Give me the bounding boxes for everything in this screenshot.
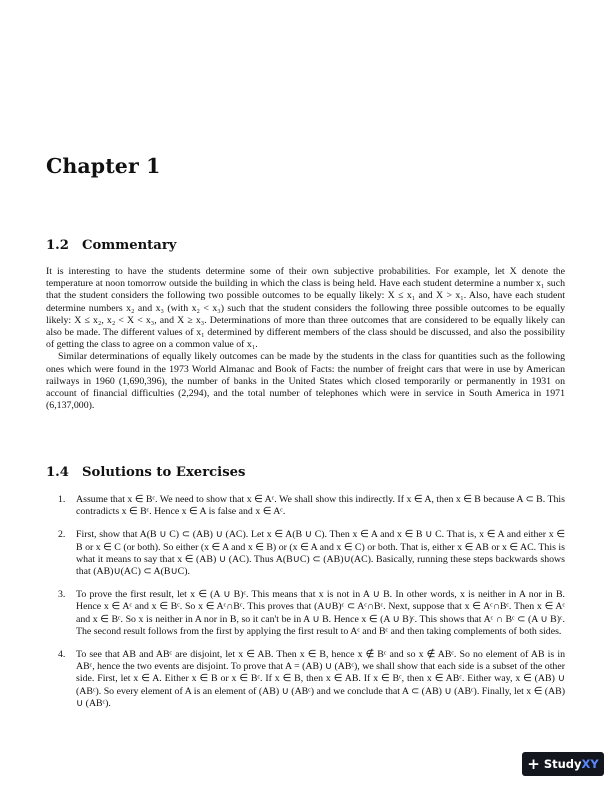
section-title: Solutions to Exercises — [82, 465, 246, 480]
plus-icon: + — [527, 754, 540, 773]
solution-text: Assume that x ∈ Bᶜ. We need to show that x ∈ Aᶜ. We shall show this indirectly. If x ∈ A, then x ∈ B because A ⊂ B. This contradicts x ∈ Bᶜ. Hence x ∈ A is false and x ∈ Aᶜ. — [76, 494, 565, 518]
commentary-paragraph-2: Similar determinations of equally likely outcomes can be made by the students in the class for quantities such as the following ones which were found in the 1973 World Almanac and Book of Facts: the number of freight cars that were in use by American railways in 1960 (1,690,396), the number of banks in the United States which closed temporarily or permanently in 1931 on account of financial difficulties (2,294), and the total number of telephones which were in service in South America in 1971 (6,137,000). — [46, 351, 565, 412]
solution-number: 3. — [58, 589, 66, 601]
section-number: 1.2 — [46, 238, 69, 253]
solution-item — [46, 589, 565, 638]
section-heading-commentary — [46, 238, 176, 253]
solution-number: 1. — [58, 494, 66, 505]
solution-text: To see that AB and ABᶜ are disjoint, let x ∈ AB. Then x ∈ B, hence x ∉ Bᶜ and so x ∉ ABᶜ. So no element of AB is in ABᶜ, hence the two events are disjoint. To prove that A = (AB) ∪ (ABᶜ), we shall show that each side is a subset of the other side. First, let x ∈ A. Either x ∈ B or x ∈ Bᶜ. If x ∈ B, then x ∈ AB. If x ∈ Bᶜ, then x ∈ ABᶜ. Either way, x ∈ (AB) ∪ (ABᶜ). So every element of A is an element of (AB) ∪ (ABᶜ) and we conclude that A ⊂ (AB) ∪ (ABᶜ). Finally, let x ∈ (AB) ∪ (ABᶜ). — [76, 649, 565, 709]
solution-text: To prove the first result, let x ∈ (A ∪ B)ᶜ. This means that x is not in A ∪ B. In other words, x is neither in A nor in B. Hence x ∈ Aᶜ and x ∈ Bᶜ. So x ∈ Aᶜ∩Bᶜ. This proves that (A∪B)ᶜ ⊂ Aᶜ∩Bᶜ. Next, suppose that x ∈ Aᶜ∩Bᶜ. Then x ∈ Aᶜ and x ∈ Bᶜ. So x is neither in A nor in B, so it can't be in A ∪ B. Hence x ∈ (A ∪ B)ᶜ. This shows that Aᶜ ∩ Bᶜ ⊂ (A ∪ B)ᶜ. The second result follows from the first by applying the first result to Aᶜ and Bᶜ and then taking complements of both sides. — [76, 589, 565, 637]
logo-text: Study — [543, 757, 582, 771]
studyxy-logo — [522, 752, 604, 776]
commentary-body — [46, 266, 565, 412]
commentary-paragraph-1: It is interesting to have the students determine some of their own subjective probabilities. For example, let X denote the temperature at noon tomorrow outside the building in which the class is being held. Have each student determine a number x₁ such that the student considers the following two possible outcomes to be equally likely: X ≤ x₁ and X > x₁. Also, have each student determine numbers x₂ and x₃ (with x₂ < x₃) such that the student considers the following three possible outcomes to be equally likely: X ≤ x₂, x₂ < X < x₃, and X ≥ x₃. Determinations of more than three outcomes that are considered to be equally likely can also be made. The different values of x₁ determined by different members of the class should be discussed, and also the possibility of getting the class to agree on a common value of x₁. — [46, 266, 565, 351]
section-number: 1.4 — [46, 465, 69, 480]
solutions-list — [46, 494, 565, 721]
solution-item — [46, 649, 565, 710]
solution-item — [46, 494, 565, 518]
section-heading-solutions — [46, 465, 245, 480]
chapter-title: Chapter 1 — [46, 154, 161, 178]
solution-number: 4. — [58, 649, 66, 661]
section-title: Commentary — [82, 238, 177, 253]
solution-number: 2. — [58, 529, 66, 541]
solution-text: First, show that A(B ∪ C) ⊂ (AB) ∪ (AC). Let x ∈ A(B ∪ C). Then x ∈ A and x ∈ B ∪ C. That is, x ∈ A and either x ∈ B or x ∈ C (or both). So either (x ∈ A and x ∈ B) or (x ∈ A and x ∈ C) or both. That is, either x ∈ AB or x ∈ AC. This is what it means to say that x ∈ (AB) ∪ (AC). Thus A(B∪C) ⊂ (AB)∪(AC). Basically, running these steps backwards shows that (AB)∪(AC) ⊂ A(B∪C). — [76, 529, 565, 578]
logo-text-accent: XY — [581, 757, 599, 771]
solution-item — [46, 529, 565, 578]
